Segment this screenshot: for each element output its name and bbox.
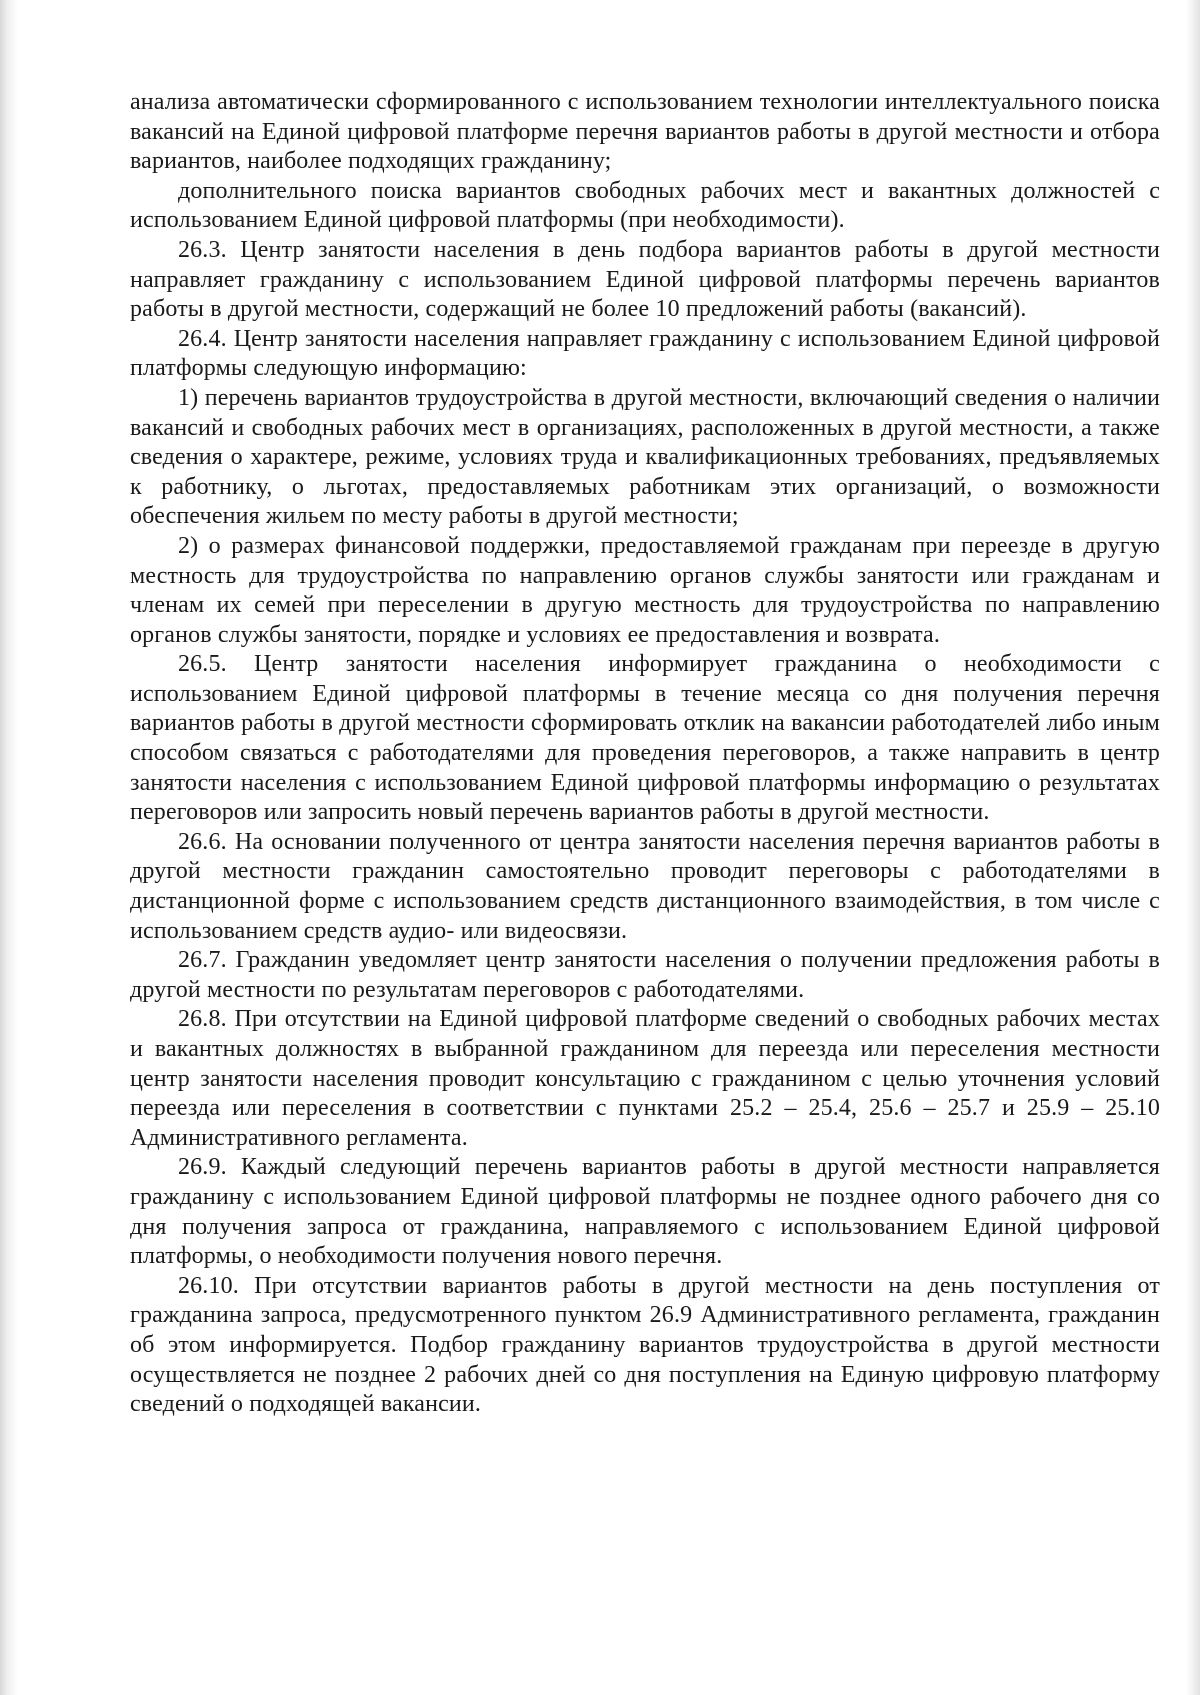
paragraph-26-9: 26.9. Каждый следующий перечень вариантов работы в другой местности направляется гражданину с использованием Единой цифровой платформы не позднее одного рабочего дня со дня получения запроса от гражданина, направляемого с использованием Единой цифровой платформы, о необходимости получения нового перечня.: [130, 1154, 1160, 1270]
paragraph-26-3: 26.3. Центр занятости населения в день подбора вариантов работы в другой местности направляет гражданину с использованием Единой цифровой платформы перечень вариантов работы в другой местности, содержащий не более 10 предложений работы (вакансий).: [130, 236, 1160, 323]
list-item-2: 2) о размерах финансовой поддержки, предоставляемой гражданам при переезде в другую местность для трудоустройства по направлению органов службы занятости или гражданам и членам их семей при переселении в другую местность для трудоустройства по направлению органов службы занятости, порядке и условиях ее предоставления и возврата.: [130, 532, 1160, 648]
paragraph-26-10: 26.10. При отсутствии вариантов работы в другой местности на день поступления от гражданина запроса, предусмотренного пунктом 26.9 Административного регламента, гражданин об этом информируется. Подбор гражданину вариантов трудоустройства в другой местности осуществляется не позднее 2 рабочих дней со дня поступления на Единую цифровую платформу сведений о подходящей вакансии.: [130, 1272, 1160, 1418]
paragraph-26-7: 26.7. Гражданин уведомляет центр занятости населения о получении предложения работы в другой местности по результатам переговоров с работодателями.: [130, 947, 1160, 1003]
paragraph-26-4: 26.4. Центр занятости населения направляет гражданину с использованием Единой цифровой платформы следующую информацию:: [130, 325, 1160, 382]
paragraph: анализа автоматически сформированного с использованием технологии интеллектуального поиска вакансий на Единой цифровой платформе перечня вариантов работы в другой местности и отбора вариантов, наиболее подходящих гражданину;: [130, 89, 1160, 175]
paragraph-26-8: 26.8. При отсутствии на Единой цифровой платформе сведений о свободных рабочих местах и вакантных должностях в выбранной гражданином для переезда или переселения местности центр занятости населения проводит консультацию с гражданином с целью уточнения условий переезда или переселения в соответствии с пунктами 25.2 – 25.4, 25.6 – 25.7 и 25.9 – 25.10 Административного регламента.: [130, 1006, 1160, 1151]
paragraph: дополнительного поиска вариантов свободных рабочих мест и вакантных должностей с использованием Единой цифровой платформы (при необходимости).: [130, 177, 1160, 234]
document-body: [130, 88, 1160, 1420]
paragraph-26-5: 26.5. Центр занятости населения информирует гражданина о необходимости с использованием Единой цифровой платформы в течение месяца со дня получения перечня вариантов работы в другой местности сформировать отклик на вакансии работодателей либо иным способом связаться с работодателями для проведения переговоров, а также направить в центр занятости населения с использованием Единой цифровой платформы информацию о результатах переговоров или запросить новый перечень вариантов работы в другой местности.: [130, 651, 1160, 826]
list-item-1: 1) перечень вариантов трудоустройства в другой местности, включающий сведения о наличии вакансий и свободных рабочих мест в организациях, расположенных в другой местности, а также сведения о характере, режиме, условиях труда и квалификационных требованиях, предъявляемых к работнику, о льготах, предоставляемых работникам этих организаций, о возможности обеспечения жильем по месту работы в другой местности;: [130, 384, 1160, 530]
paragraph-26-6: 26.6. На основании полученного от центра занятости населения перечня вариантов работы в другой местности гражданин самостоятельно проводит переговоры с работодателями в дистанционной форме с использованием средств дистанционного взаимодействия, в том числе с использованием средств аудио- или видеосвязи.: [130, 828, 1160, 944]
